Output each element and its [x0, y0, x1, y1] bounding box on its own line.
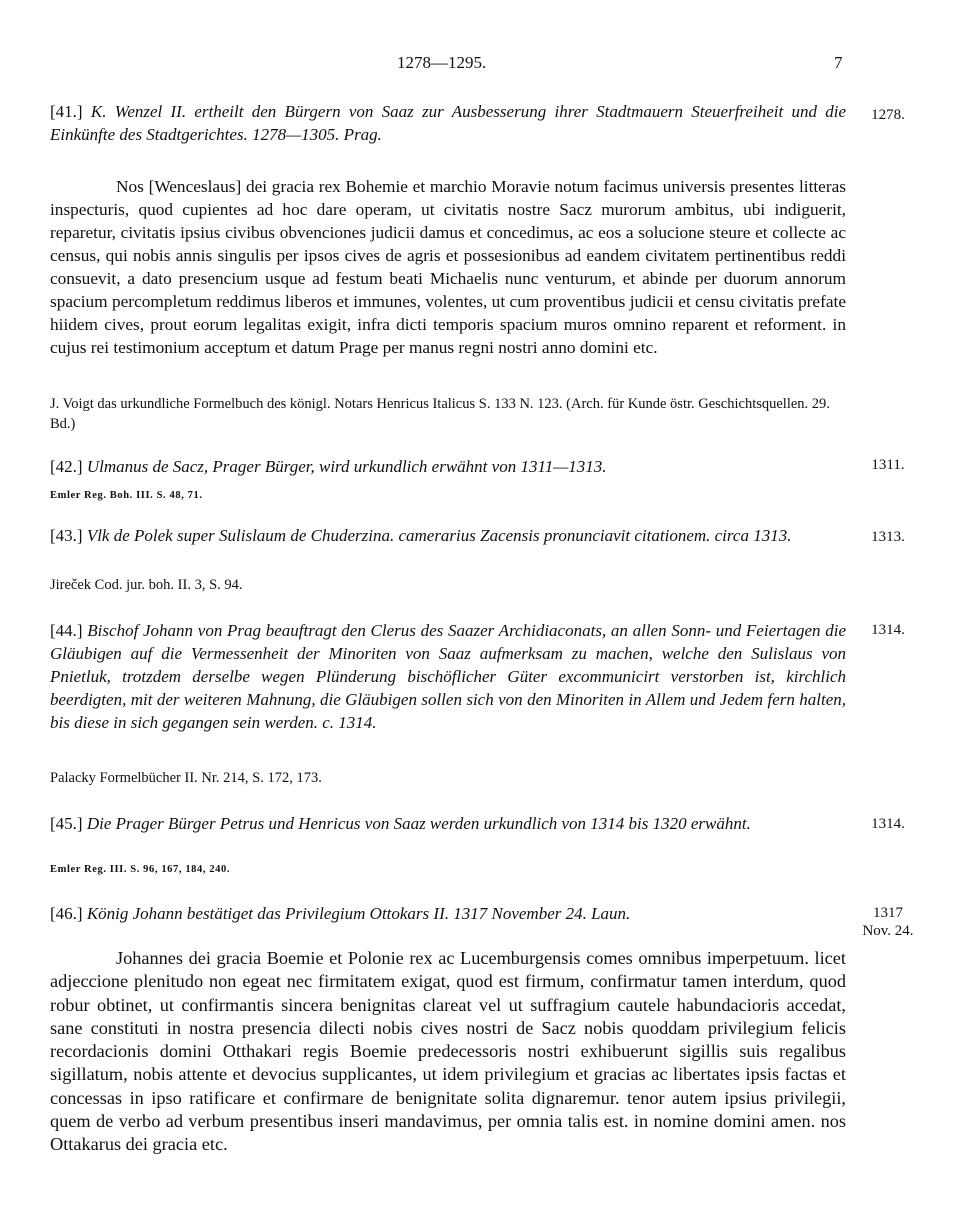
- entry-title-text: König Johann bestätiget das Privilegium Ottokars II. 1317 November 24. Laun.: [82, 904, 631, 923]
- entry-45-year: 1314.: [871, 816, 905, 832]
- entry-number: [45.]: [50, 814, 83, 833]
- entry-title-text: K. Wenzel II. ertheilt den Bürgern von Saaz zur Ausbesserung ihrer Stadtmauern Steuerfreiheit und die Einkünfte des Stadtgerichtes. 1278—1305. Prag.: [50, 102, 846, 144]
- entry-title-text: Bischof Johann von Prag beauftragt den Clerus des Saazer Archidiaconats, an allen Sonn- und Feiertagen die Gläubigen auf die Vermessenheit der Minoriten von Saaz aufmerksam zu machen, welche den Sulislaus von Pnietluk, trotzdem derselbe wegen Plünderung bischöflicher Güter excommunicirt verstorben ist, kirchlich beerdigten, mit der weiteren Mahnung, die Gläubigen sollen sich von den Minoriten in Allem und Jedem fern halten, bis diese in sich gegangen sein werden. c. 1314.: [50, 621, 846, 732]
- entry-46-day: Nov. 24.: [862, 923, 914, 939]
- page-number: 7: [834, 53, 843, 72]
- entry-title-text: Die Prager Bürger Petrus und Henricus von Saaz werden urkundlich von 1314 bis 1320 erwähnt.: [82, 814, 751, 833]
- entry-43-title: [50, 524, 846, 547]
- header-year-range: 1278—1295.: [397, 53, 487, 72]
- entry-number: [42.]: [50, 457, 83, 476]
- entry-number: [41.]: [50, 102, 83, 121]
- entry-title-text: Vlk de Polek super Sulislaum de Chuderzina. camerarius Zacensis pronunciavit citationem. circa 1313.: [82, 526, 792, 545]
- entry-46-year: 1317: [873, 905, 903, 921]
- entry-46-date: [858, 904, 918, 940]
- entry-43-source: Jireček Cod. jur. boh. II. 3, S. 94.: [50, 577, 243, 593]
- entry-44-title: [50, 619, 846, 734]
- entry-42-title: [50, 455, 846, 478]
- entry-number: [44.]: [50, 621, 83, 640]
- entry-41-source: J. Voigt das urkundliche Formelbuch des königl. Notars Henricus Italicus S. 133 N. 123. (Arch. für Kunde östr. Geschichtsquellen. 29. Bd.): [50, 396, 830, 432]
- entry-number: [43.]: [50, 526, 83, 545]
- entry-title-text: Ulmanus de Sacz, Prager Bürger, wird urkundlich erwähnt von 1311—1313.: [82, 457, 607, 476]
- entry-45-title: [50, 812, 846, 835]
- entry-41-title: [50, 100, 846, 146]
- running-header: [0, 53, 960, 77]
- entry-44-year: 1314.: [871, 622, 905, 638]
- entry-44-source: Palacky Formelbücher II. Nr. 214, S. 172, 173.: [50, 770, 322, 786]
- entry-41-body: Nos [Wenceslaus] dei gracia rex Bohemie et marchio Moravie notum facimus universis presentes litteras inspecturis, quod cupientes ad hoc dare operam, ut civitatis nostre Sacz murorum ambitus, ubi indiguerit, reparetur, civitatis ipsius civibus obvenciones judicii damus et concedimus, ac eos a solucione steure et collecte ac census, qui nobis annis singulis per ipsos cives de agris et possesionibus ad eandem civitatem pertinentibus reddi consuevit, a dato presencium usque ad festum beati Michaelis nunc venturum, et abinde per duorum annorum spacium percompletum reddimus liberos et immunes, volentes, ut cum proventibus judicii et censu civitatis prefate hiidem cives, prout eorum legalitas exigit, infra dicti temporis spacium muros omnino reparent et reforment. in cujus rei testimonium acceptum et datum Prage per manus regni nostri anno domini etc.: [50, 177, 846, 357]
- entry-46-title: [50, 902, 846, 925]
- entry-45-source: Emler Reg. III. S. 96, 167, 184, 240.: [50, 864, 231, 875]
- entry-42-year: 1311.: [871, 457, 905, 473]
- entry-number: [46.]: [50, 904, 83, 923]
- entry-46-body: Johannes dei gracia Boemie et Polonie rex ac Lucemburgensis comes omnibus imperpetuum. licet adjeccione plenitudo non egeat nec firmitatem exigat, quod est firmum, confirmatur tamen interdum, quod robur obtinet, ut confirmantis sincera benignitas clareat vel ut suffragium cautele habundacioris accedat, sane constituti in nostra presencia dilecti nobis cives nostri de Sacz nobis quoddam privilegium felicis recordacionis domini Otthakari regis Boemie predecessoris nostri exhibuerunt sigillis suis regalibus sigillatum, nobis attente et devocius supplicantes, ut idem privilegium et gracias ac libertates ipsis factas et concessas in ipso ratificare et confirmare de benignitate solita dignaremur. tenor autem ipsius privilegii, quem de verbo ad verbum presentibus inseri mandavimus, per omnia talis est. in nomine domini amen. nos Ottakarus dei gracia etc.: [50, 948, 846, 1155]
- entry-41-year: 1278.: [871, 107, 905, 123]
- entry-42-source: Emler Reg. Boh. III. S. 48, 71.: [50, 490, 203, 501]
- entry-43-year: 1313.: [871, 529, 905, 545]
